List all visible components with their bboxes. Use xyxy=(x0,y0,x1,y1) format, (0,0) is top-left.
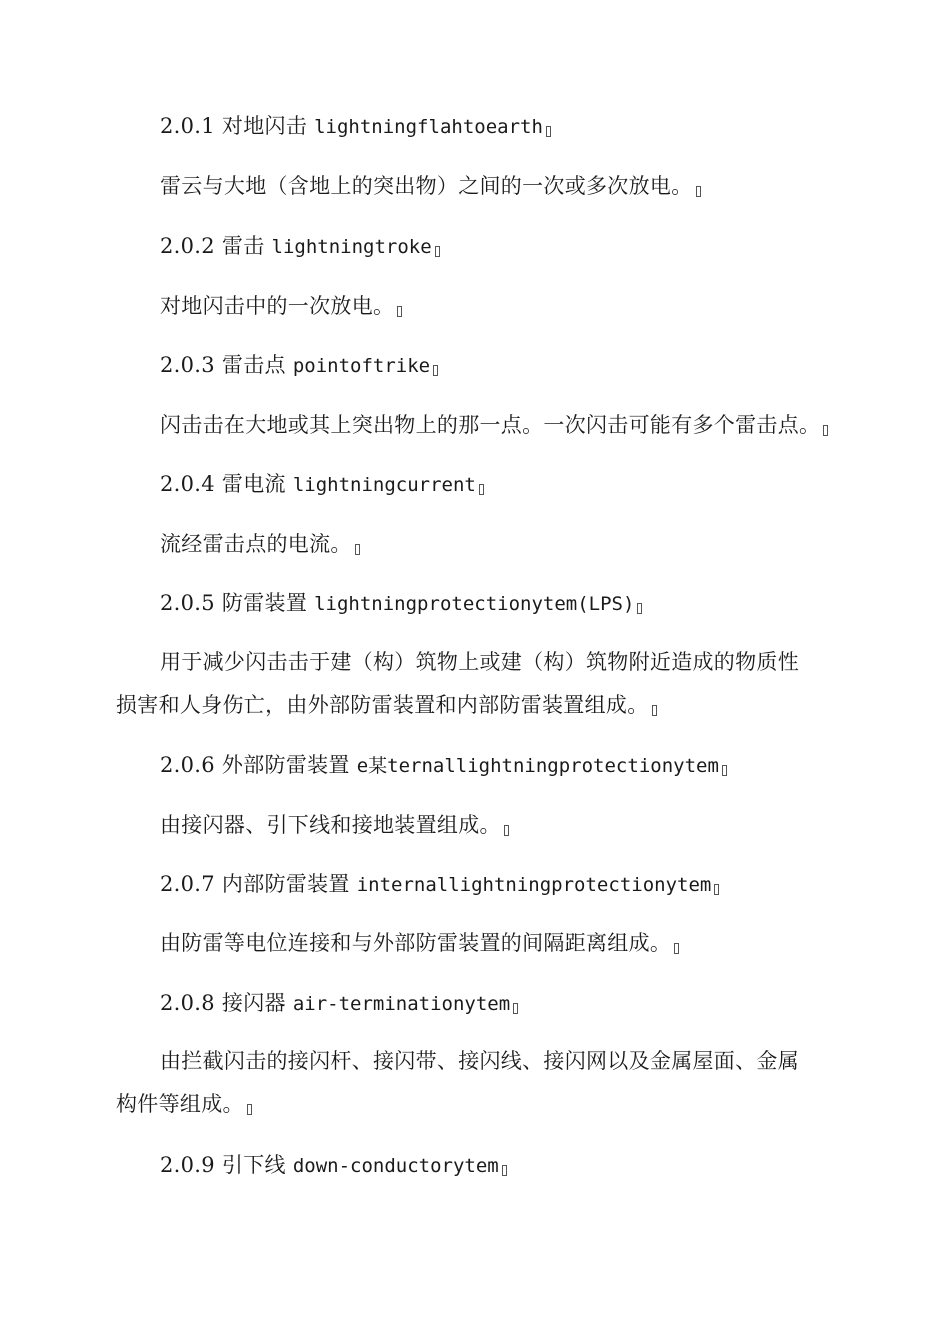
paragraph-mark-icon xyxy=(247,1104,252,1115)
term-english: pointoftrike xyxy=(292,355,431,377)
term-english: lightningflahtoearth xyxy=(314,116,543,138)
definition-text: 对地闪击中的一次放电。 xyxy=(160,294,395,318)
term-english: internallightningprotectionytem xyxy=(356,874,712,896)
paragraph-mark-icon xyxy=(479,484,484,495)
term-number: 2.0.9 xyxy=(160,1153,215,1177)
term-definition-2-0-5-line-2 xyxy=(116,690,657,720)
term-number: 2.0.7 xyxy=(160,872,215,896)
term-number: 2.0.3 xyxy=(160,353,215,377)
paragraph-mark-icon xyxy=(652,705,657,716)
paragraph-mark-icon xyxy=(674,943,679,954)
term-chinese: 接闪器 xyxy=(221,991,286,1015)
term-english: e某ternallightningprotectionytem xyxy=(356,755,719,777)
term-chinese: 内部防雷装置 xyxy=(221,872,350,896)
paragraph-mark-icon xyxy=(504,825,509,836)
definition-text: 由防雷等电位连接和与外部防雷装置的间隔距离组成。 xyxy=(160,931,672,955)
term-number: 2.0.5 xyxy=(160,591,215,615)
term-heading-2-0-4 xyxy=(160,469,484,500)
definition-text: 流经雷击点的电流。 xyxy=(160,532,352,556)
term-heading-2-0-6 xyxy=(160,750,727,781)
definition-text: 构件等组成。 xyxy=(116,1092,244,1116)
term-chinese: 外部防雷装置 xyxy=(221,753,350,777)
term-number: 2.0.8 xyxy=(160,991,215,1015)
term-number: 2.0.2 xyxy=(160,234,215,258)
term-definition-2-0-4 xyxy=(160,529,360,559)
term-chinese: 雷击点 xyxy=(221,353,286,377)
definition-text: 由接闪器、引下线和接地装置组成。 xyxy=(160,813,501,837)
term-number: 2.0.4 xyxy=(160,472,215,496)
paragraph-mark-icon xyxy=(435,246,440,257)
paragraph-mark-icon xyxy=(513,1003,518,1014)
term-definition-2-0-8-line-1 xyxy=(160,1046,799,1076)
term-definition-2-0-6 xyxy=(160,810,509,840)
term-chinese: 雷击 xyxy=(221,234,265,258)
term-number: 2.0.6 xyxy=(160,753,215,777)
paragraph-mark-icon xyxy=(397,306,402,317)
term-english: lightningtroke xyxy=(271,236,432,258)
term-english: lightningprotectionytem(LPS) xyxy=(314,593,635,615)
definition-text: 用于减少闪击击于建（构）筑物上或建（构）筑物附近造成的物质性 xyxy=(160,650,799,674)
paragraph-mark-icon xyxy=(546,126,551,137)
term-definition-2-0-7 xyxy=(160,928,679,958)
paragraph-mark-icon xyxy=(823,425,828,436)
paragraph-mark-icon xyxy=(502,1165,507,1176)
term-heading-2-0-5 xyxy=(160,588,642,619)
term-english: lightningcurrent xyxy=(292,474,476,496)
paragraph-mark-icon xyxy=(696,186,701,197)
term-chinese: 防雷装置 xyxy=(221,591,308,615)
term-definition-2-0-1 xyxy=(160,171,701,201)
term-definition-2-0-3 xyxy=(160,410,828,440)
paragraph-mark-icon xyxy=(714,884,719,895)
paragraph-mark-icon xyxy=(722,765,727,776)
paragraph-mark-icon xyxy=(637,603,642,614)
term-english: air-terminationytem xyxy=(292,993,511,1015)
definition-text: 损害和人身伤亡，由外部防雷装置和内部防雷装置组成。 xyxy=(116,693,649,717)
term-chinese: 引下线 xyxy=(221,1153,286,1177)
term-heading-2-0-2 xyxy=(160,231,440,262)
term-english: down-conductorytem xyxy=(292,1155,499,1177)
paragraph-mark-icon xyxy=(355,544,360,555)
definition-text: 闪击击在大地或其上突出物上的那一点。一次闪击可能有多个雷击点。 xyxy=(160,413,821,437)
term-definition-2-0-5-line-1 xyxy=(160,647,799,677)
term-heading-2-0-9 xyxy=(160,1150,507,1181)
paragraph-mark-icon xyxy=(433,365,438,376)
term-heading-2-0-8 xyxy=(160,988,518,1019)
definition-text: 由拦截闪击的接闪杆、接闪带、接闪线、接闪网以及金属屋面、金属 xyxy=(160,1049,799,1073)
term-heading-2-0-1 xyxy=(160,111,551,142)
term-definition-2-0-8-line-2 xyxy=(116,1089,252,1119)
definition-text: 雷云与大地（含地上的突出物）之间的一次或多次放电。 xyxy=(160,174,693,198)
term-definition-2-0-2 xyxy=(160,291,402,321)
term-chinese: 对地闪击 xyxy=(221,114,308,138)
term-heading-2-0-7 xyxy=(160,869,719,900)
term-number: 2.0.1 xyxy=(160,114,215,138)
term-heading-2-0-3 xyxy=(160,350,438,381)
term-chinese: 雷电流 xyxy=(221,472,286,496)
